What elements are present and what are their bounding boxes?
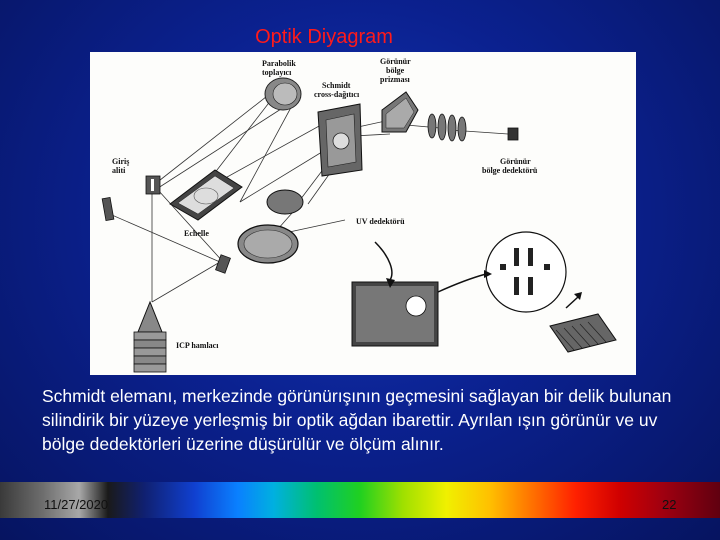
page-number: 22 (662, 497, 677, 512)
label-parabolik-2: toplayıcı (262, 68, 292, 77)
label-prism-2: bölge (386, 66, 405, 75)
label-visible-detector-2: bölge dedektörü (482, 166, 538, 175)
label-visible-detector-1: Görünür (500, 157, 531, 166)
echelle-grating (170, 170, 242, 220)
uv-lens (238, 190, 303, 263)
visible-prism (382, 92, 418, 132)
optical-diagram-svg (90, 52, 636, 375)
icp-torch (134, 302, 166, 372)
readout-electronics (550, 292, 616, 352)
label-giris-2: aliti (112, 166, 126, 175)
label-echelle: Echelle (184, 229, 209, 238)
slide-body-text: Schmidt elemanı, merkezinde görünürışının geçmesini sağlayan bir delik bulunan silindirik bir yüzeye yerleşmiş bir optik ağdan ibarettir. Ayrılan ışın görünür ve uv bölge dedektörleri üzerine düşürülür ve ölçüm alınır. (42, 386, 672, 454)
uv-detector-chip (352, 242, 438, 346)
label-parabolik-1: Parabolik (262, 59, 296, 68)
label-giris-1: Giriş (112, 157, 130, 166)
label-schmidt-2: cross-dağıtıcı (314, 90, 360, 99)
light-beams (105, 82, 508, 302)
visible-lens-stack (428, 114, 518, 141)
entrance-slit (146, 176, 160, 194)
footer-date: 11/27/2020 (44, 497, 109, 512)
label-prism-1: Görünür (380, 57, 411, 66)
label-prism-3: prizması (380, 75, 410, 84)
parabolic-collector (265, 78, 301, 110)
schmidt-cross-disperser (318, 104, 362, 176)
optical-diagram (90, 52, 636, 375)
slide-title: Optik Diyagram (255, 26, 393, 48)
label-icp: ICP hamlacı (176, 341, 219, 350)
label-uv-detector: UV dedektörü (356, 217, 405, 226)
label-schmidt-1: Schmidt (322, 81, 351, 90)
detector-pin-layout (438, 232, 566, 312)
